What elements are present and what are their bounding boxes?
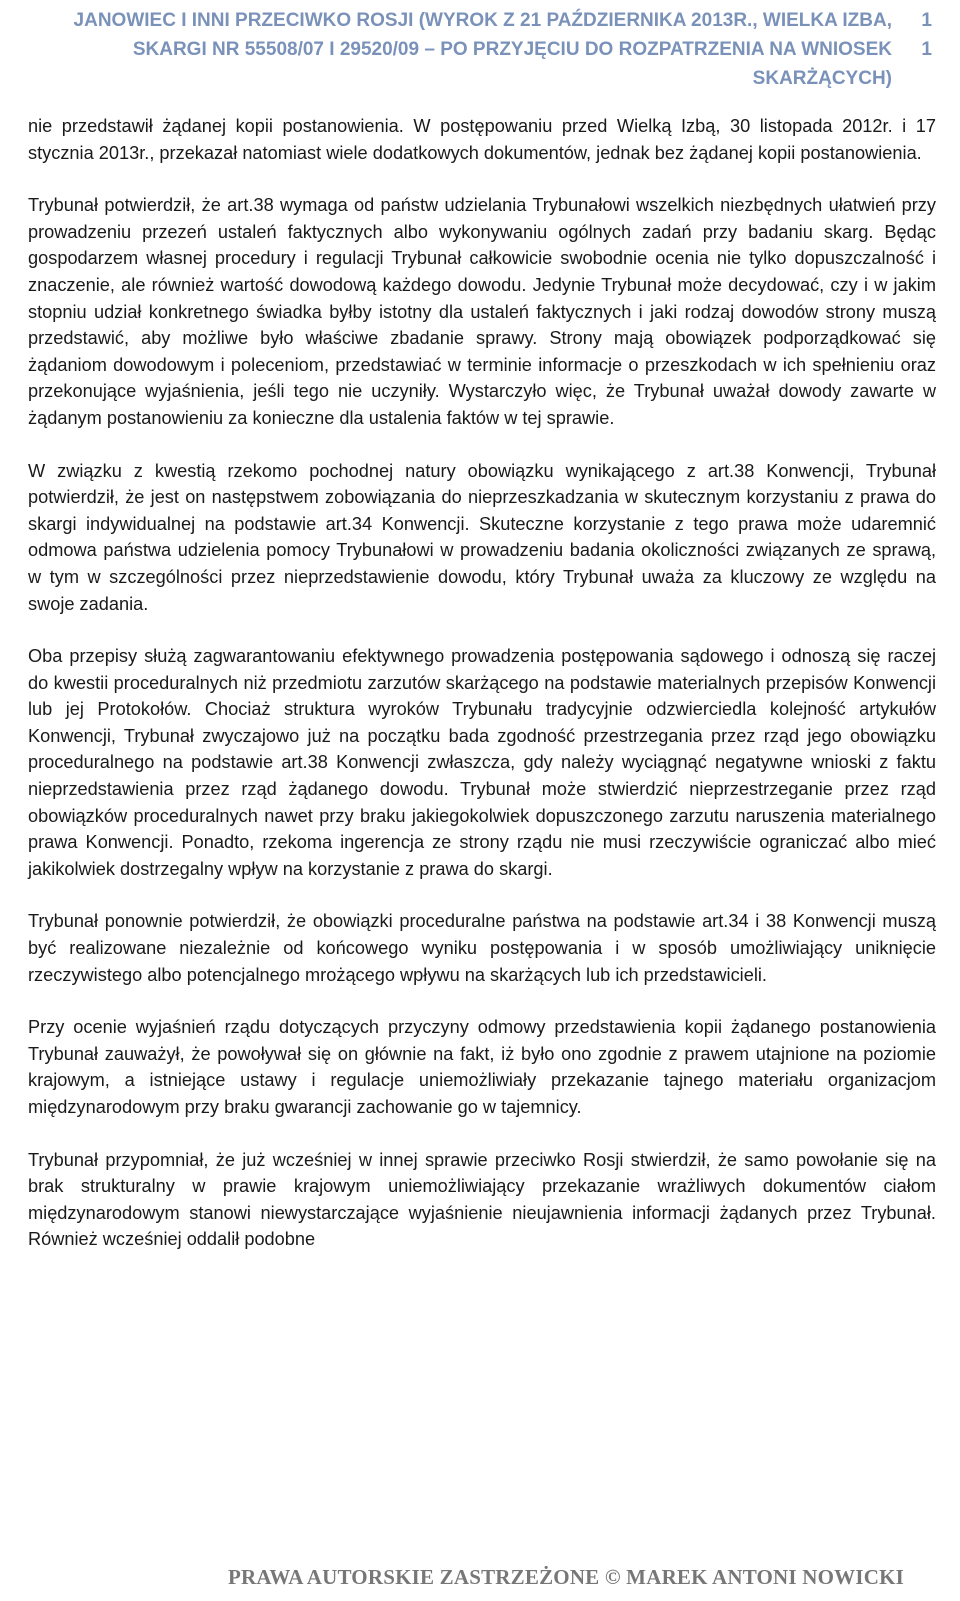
header-title <box>28 6 892 93</box>
header-title-line-2: SKARGI NR 55508/07 I 29520/09 – PO PRZYJĘCIU DO ROZPATRZENIA NA WNIOSEK <box>132 39 892 60</box>
paragraph: Oba przepisy służą zagwarantowaniu efektywnego prowadzenia postępowania sądowego i odnoszą się raczej do kwestii proceduralnych niż przedmiotu zarzutów skarżącego na podstawie materialnych przepisów Konwencji lub jej Protokołów. Chociaż struktura wyroków Trybunału tradycyjnie odzwierciedla kolejność artykułów Konwencji, Trybunał zwyczajowo już na początku bada zgodność przestrzegania przez rząd jego obowiązku proceduralnego na podstawie art.38 Konwencji zwłaszcza, gdy należy wyciągnąć negatywne wnioski z faktu nieprzedstawienia przez rząd żądanego dowodu. Trybunał może stwierdzić nieprzestrzeganie przez rząd obowiązków proceduralnych nawet przy braku jakiegokolwiek dopuszczonego zarzutu naruszenia materialnego prawa Konwencji. Ponadto, rzekoma ingerencja ze strony rządu nie musi rzeczywiście ograniczać albo mieć jakikolwiek dostrzegalny wpływ na korzystanie z prawa do skargi. <box>28 646 936 879</box>
page-number <box>912 6 932 64</box>
copyright-footer: PRAWA AUTORSKIE ZASTRZEŻONE © MAREK ANTONI NOWICKI <box>227 1565 904 1589</box>
running-header <box>28 6 932 98</box>
paragraph: Przy ocenie wyjaśnień rządu dotyczących przyczyny odmowy przedstawienia kopii żądanego postanowienia Trybunał zauważył, że powoływał się on głównie na fakt, iż było ono zgodnie z prawem utajnione na poziomie krajowym, a istniejące ustawy i regulacje uniemożliwiały przekazanie tajnego materiału organizacjom międzynarodowym przy braku gwarancji zachowanie go w tajemnicy. <box>28 1017 936 1117</box>
paragraph: Trybunał przypomniał, że już wcześniej w innej sprawie przeciwko Rosji stwierdził, że samo powołanie się na brak strukturalny w prawie krajowym uniemożliwiający przekazanie wrażliwych dokumentów ciałom międzynarodowym stanowi niewystarczające wyjaśnienie nieujawnienia informacji żądanych przez Trybunał. Również wcześniej oddalił podobne <box>28 1149 936 1250</box>
paragraph: Trybunał potwierdził, że art.38 wymaga od państw udzielania Trybunałowi wszelkich niezbędnych ułatwień przy prowadzeniu przezeń ustaleń faktycznych albo wykonywaniu ogólnych zadań przy badaniu skarg. Będąc gospodarzem własnej procedury i regulacji Trybunał całkowicie swobodnie ocenia nie tylko dopuszczalność i znaczenie, ale również wartość dowodową każdego dowodu. Jedynie Trybunał może decydować, czy i w jakim stopniu udział konkretnego świadka byłby istotny dla ustaleń faktycznych i jaki rodzaj dowodów strony muszą przedstawić, aby możliwe było właściwe zbadanie sprawy. Strony mają obowiązek podporządkować się żądaniom dowodowym i poleceniom, przedstawiać w terminie informacje o przeszkodach w ich spełnieniu oraz przekonujące wyjaśnienia, jeśli tego nie uczyniły. Wystarczyło więc, że Trybunał uważał dowody zawarte w żądanym postanowieniu za konieczne dla ustalenia faktów w tej sprawie. <box>28 195 936 428</box>
header-title-line-1: JANOWIEC I INNI PRZECIWKO ROSJI (WYROK Z 21 PAŹDZIERNIKA 2013R., WIELKA IZBA, <box>73 10 892 31</box>
page-number-digit-1: 1 <box>921 10 932 31</box>
page-number-digit-2: 1 <box>921 39 932 60</box>
paragraph: Trybunał ponownie potwierdził, że obowiązki proceduralne państwa na podstawie art.34 i 38 Konwencji muszą być realizowane niezależnie od końcowego wyniku postępowania i w sposób umożliwiający uniknięcie rzeczywistego albo potencjalnego mrożącego wpływu na skarżących lub ich przedstawicieli. <box>28 911 936 985</box>
paragraph: nie przedstawił żądanej kopii postanowienia. W postępowaniu przed Wielką Izbą, 30 listopada 2012r. i 17 stycznia 2013r., przekazał natomiast wiele dodatkowych dokumentów, jednak bez żądanej kopii postanowienia. <box>28 116 936 163</box>
header-title-line-3: SKARŻĄCYCH) <box>752 68 892 89</box>
paragraph: W związku z kwestią rzekomo pochodnej natury obowiązku wynikającego z art.38 Konwencji, Trybunał potwierdził, że jest on następstwem zobowiązania do nieprzeszkadzania w skutecznym korzystaniu z prawa do skargi indywidualnej na podstawie art.34 Konwencji. Skuteczne korzystanie z tego prawa może udaremnić odmowa państwa udzielenia pomocy Trybunałowi w prowadzeniu badania okoliczności związanych ze sprawą, w tym w szczególności przez nieprzedstawienie dowodu, który Trybunał uważa za kluczowy ze względu na swoje zadania. <box>28 460 936 614</box>
document-body <box>28 113 936 1253</box>
